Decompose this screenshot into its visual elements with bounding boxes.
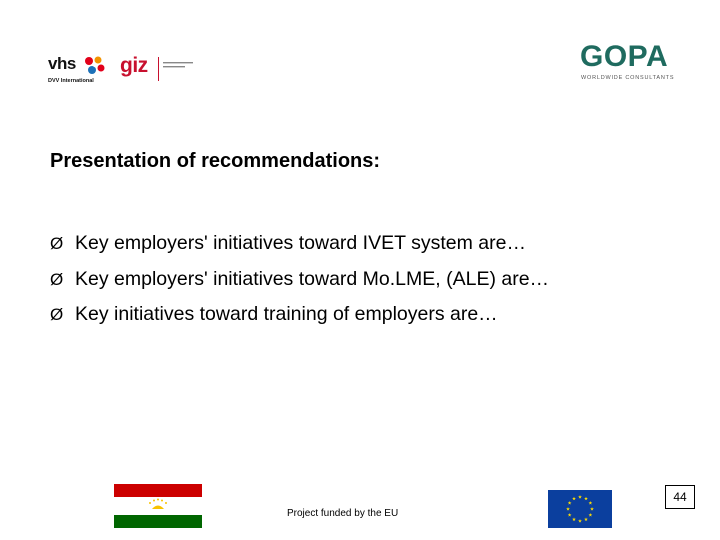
bullet-item [50, 262, 549, 298]
funding-text: Project funded by the EU [287, 508, 399, 519]
bullet-text: Key employers' initiatives toward Mo.LME, (ALE) are… [75, 267, 550, 290]
gopa-logo [578, 42, 673, 84]
arrow-bullet-icon: Ø [50, 305, 64, 324]
tajikistan-flag-icon [114, 484, 202, 528]
giz-logo-divider [158, 57, 159, 81]
arrow-bullet-icon: Ø [50, 234, 64, 253]
bullet-item [50, 297, 549, 333]
giz-logo [120, 54, 195, 84]
arrow-bullet-icon: Ø [50, 269, 64, 289]
giz-logo-word: giz [120, 54, 148, 77]
page-number: 44 [665, 485, 695, 509]
slide-title: Presentation of recommendations: [50, 150, 381, 172]
gopa-logo-word: GOPA [580, 40, 669, 73]
vhs-dvv-logo [48, 52, 108, 88]
vhs-dots-icon [84, 56, 106, 76]
eu-flag-icon [548, 490, 612, 528]
bullet-text: Key initiatives toward training of employers are… [75, 303, 498, 325]
bullet-text: Key employers' initiatives toward IVET system are… [75, 232, 526, 254]
vhs-logo-word: vhs [48, 54, 76, 73]
bullet-item [50, 226, 549, 262]
giz-tagline-graphic [163, 61, 197, 73]
gopa-logo-subtitle: WORLDWIDE CONSULTANTS [581, 75, 675, 81]
vhs-logo-subtitle: DVV International [48, 78, 94, 84]
bullet-list [50, 226, 549, 333]
